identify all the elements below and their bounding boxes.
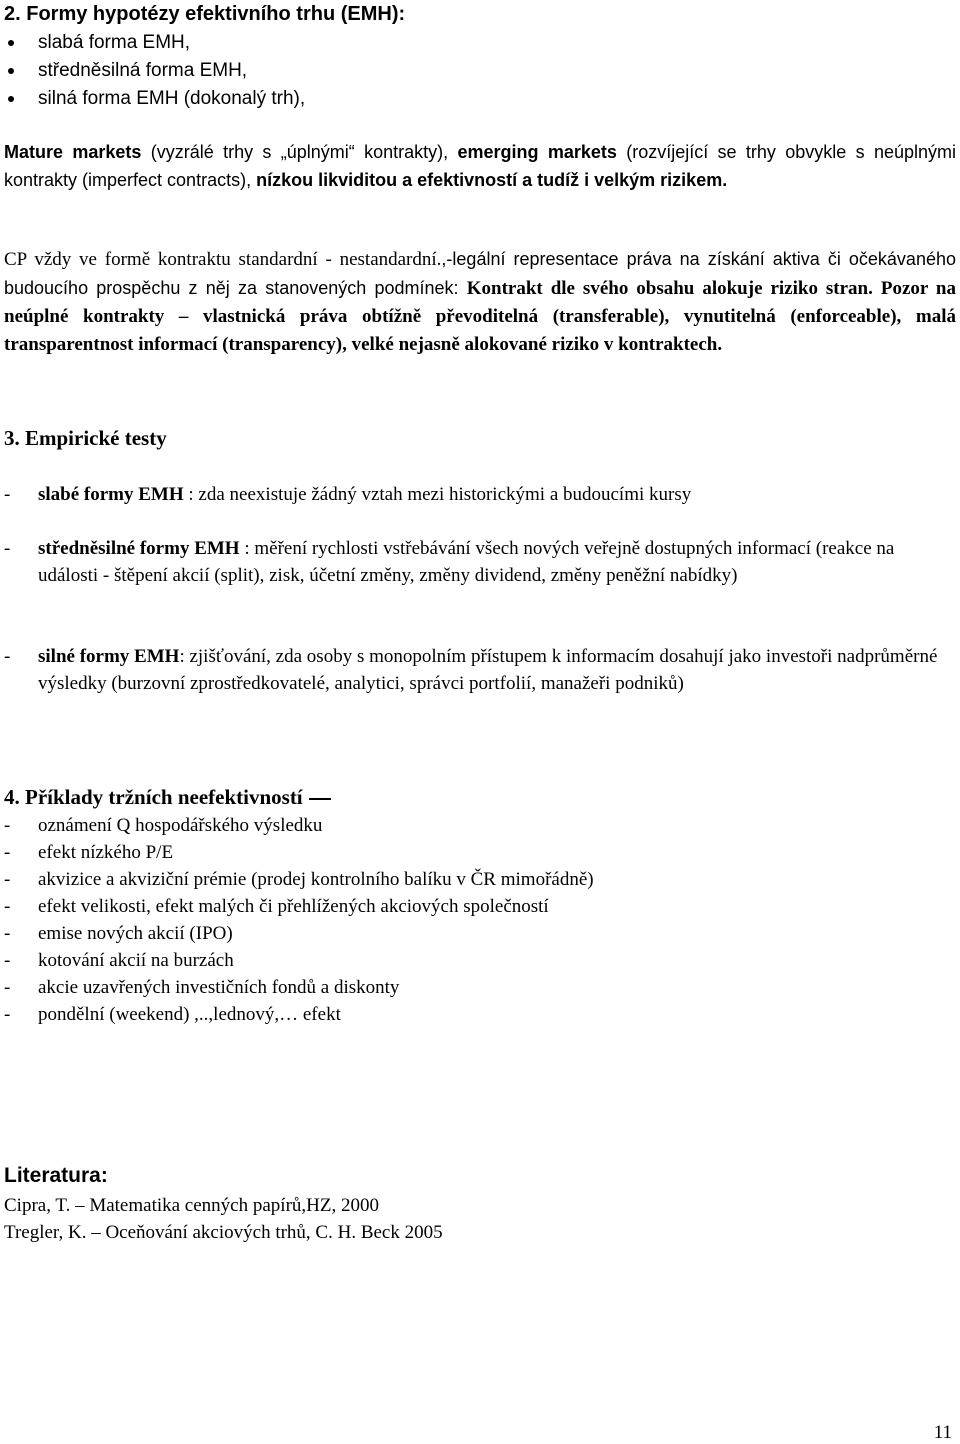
section-2-heading: 2. Formy hypotézy efektivního trhu (EMH):: [4, 3, 406, 25]
section-3-heading: 3. Empirické testy: [4, 426, 167, 450]
cp-paragraph: CP vždy ve formě kontraktu standardní - nestandardní.,-legální representace práva na získání aktiva či očekávaného budoucího prospěchu z něj za stanovených podmínek: Kontrakt dle svého obsahu alokuje riziko stran. Pozor na neúplné kontrakty – vlastnická práva obtížně převoditelná (transferable), vynutitelná (enforceable), malá transparentnost informací (transparency), velké nejasně alokované riziko v kontraktech.: [4, 249, 956, 355]
list-item: - slabé formy EMH : zda neexistuje žádný vztah mezi historickými a budoucími kursy: [4, 484, 692, 505]
list-item: - pondělní (weekend) ,..,lednový,… efekt: [4, 1004, 341, 1025]
literature-reference: Tregler, K. – Oceňování akciových trhů, C. H. Beck 2005: [4, 1222, 443, 1243]
literature-reference: Cipra, T. – Matematika cenných papírů,HZ, 2000: [4, 1195, 379, 1216]
literature-heading: Literatura:: [4, 1164, 108, 1187]
heading-dash-rule: [309, 798, 331, 800]
list-item: - středněsilné formy EMH : měření rychlosti vstřebávání všech nových veřejně dostupných informací (reakce na události - štěpení akcií (split), zisk, účetní změny, změny dividend, změny peněžní nabídky): [4, 538, 895, 586]
list-item: - efekt nízkého P/E: [4, 842, 174, 863]
bullet-icon: [8, 68, 14, 74]
list-item: středněsilná forma EMH,: [0, 59, 960, 87]
list-item: - akcie uzavřených investičních fondů a diskonty: [4, 977, 400, 998]
list-item: - kotování akcií na burzách: [4, 950, 234, 971]
emh-forms-list: [0, 31, 960, 115]
bullet-icon: [8, 96, 14, 102]
page-number: 11: [933, 1422, 952, 1443]
section-4-heading: 4. Příklady tržních neefektivností: [4, 784, 331, 810]
list-item: - silné formy EMH: zjišťování, zda osoby s monopolním přístupem k informacím dosahují jako investoři nadprůměrné výsledky (burzovní zprostředkovatelé, analytici, správci portfolií, manažeři podniků): [4, 646, 938, 694]
list-item: - efekt velikosti, efekt malých či přehlížených akciových společností: [4, 896, 549, 917]
list-item: - emise nových akcií (IPO): [4, 923, 233, 944]
markets-paragraph: Mature markets (vyzrálé trhy s „úplnými“ kontrakty), emerging markets (rozvíjející se trhy obvykle s neúplnými kontrakty (imperfect contracts), nízkou likviditou a efektivností a tudíž i velkým rizikem.: [4, 142, 956, 190]
list-item: silná forma EMH (dokonalý trh),: [0, 87, 960, 115]
list-item: slabá forma EMH,: [0, 31, 960, 59]
list-item: - akvizice a akviziční prémie (prodej kontrolního balíku v ČR mimořádně): [4, 869, 594, 890]
list-item: - oznámení Q hospodářského výsledku: [4, 815, 323, 836]
inefficiencies-list: [4, 812, 944, 1028]
bullet-icon: [8, 40, 14, 46]
